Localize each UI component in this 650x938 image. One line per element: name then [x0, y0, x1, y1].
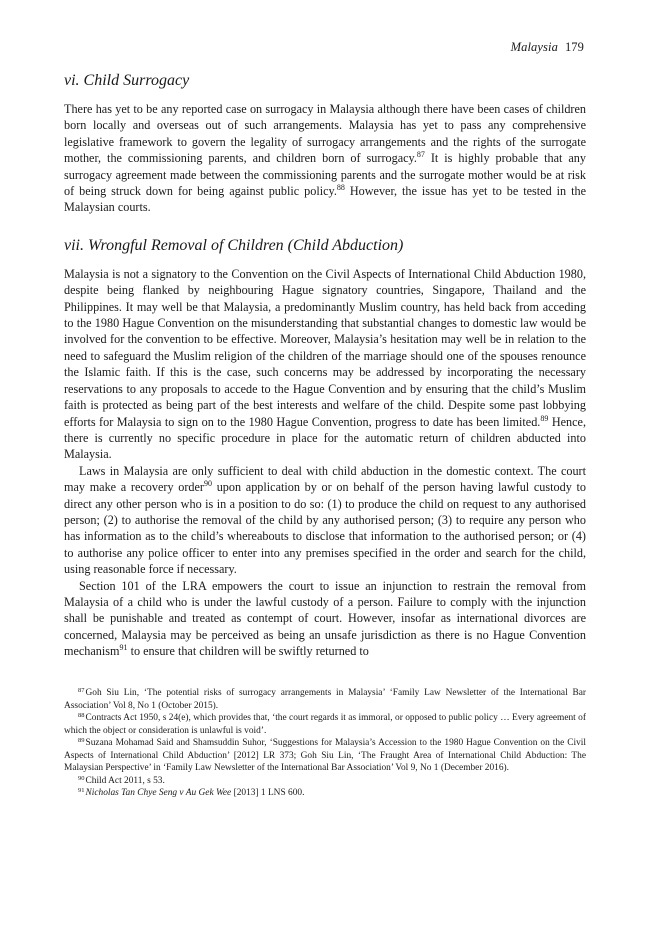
- footnote-ref-87[interactable]: 87: [416, 150, 425, 160]
- footnotes: [64, 687, 586, 800]
- footnote-90: [64, 775, 586, 788]
- paragraph-recovery-order: [64, 463, 586, 578]
- footnote-number: 88: [78, 712, 85, 719]
- footnote-88: [64, 712, 586, 737]
- footnote-text: Contracts Act 1950, s 24(e), which provides that, ‘the court regards it as immoral, or opposed to public policy … Every agreement of which the object or consideration is unlawful is void’.: [64, 713, 586, 736]
- footnote-text: [2013] 1 LNS 600.: [231, 788, 305, 798]
- paragraph-text: Hence, there is currently no specific procedure in place for the automatic return of children abducted into Malaysia.: [64, 414, 587, 462]
- footnote-text: Child Act 2011, s 53.: [85, 775, 165, 786]
- paragraph-text: However, the issue has yet to be tested in the Malaysian courts.: [64, 184, 587, 215]
- paragraph-text: Laws in Malaysia are only sufficient to deal with child abduction in the domestic context. The court may make a recovery order: [64, 463, 586, 495]
- paragraph-text: upon application by or on behalf of the person having lawful custody to direct any other person who is in a position to do so: (1) to produce the child on request to any authorised person; (2) to authorise the removal of the child by any authorised person; (3) to require any person who has information as to the child’s whereabouts to disclose that information to the authorised person; or (4) to authorise any police officer to enter into any premises specified in the order and search for the child, using reasonable force if necessary.: [64, 480, 586, 577]
- footnote-91: [64, 787, 586, 800]
- footnote-ref-91[interactable]: 91: [119, 643, 128, 653]
- main-text: [64, 70, 586, 660]
- paragraph-text: It is highly probable that any surrogacy agreement made between the commissioning parents and the surrogate mother would be at risk of being struck down for being against public policy.: [64, 151, 586, 199]
- footnote-text: Goh Siu Lin, ‘The potential risks of surrogacy arrangements in Malaysia’ ‘Family Law Newsletter of the International Bar Association’ Vol 8, No 1 (October 2015).: [64, 688, 586, 711]
- footnote-number: 89: [78, 737, 85, 744]
- case-name: Nicholas Tan Chye Seng v Au Gek Wee: [85, 788, 232, 798]
- section-heading-child-surrogacy: vi. Child Surrogacy: [64, 72, 190, 89]
- paragraph-surrogacy: [64, 101, 586, 216]
- paragraph-text: There has yet to be any reported case on surrogacy in Malaysia although there have been cases of children born locally and overseas out of such arrangements. Malaysia has yet to pass any comprehensive legislative framework to govern the legality of surrogacy arrangements and the rights of the surrogate mother, the commissioning parents, and children born of surrogacy.: [64, 102, 586, 166]
- page-number: 179: [564, 40, 584, 54]
- footnote-ref-90[interactable]: 90: [203, 479, 212, 489]
- footnote-number: 87: [78, 687, 85, 694]
- footnote-ref-88[interactable]: 88: [336, 183, 345, 193]
- footnote-87: [64, 687, 586, 712]
- footnote-89: [64, 737, 586, 775]
- footnote-number: 90: [78, 774, 85, 782]
- section-heading-child-abduction: vii. Wrongful Removal of Children (Child Abduction): [64, 236, 404, 254]
- paragraph-text: Section 101 of the LRA empowers the court to issue an injunction to restrain the removal from Malaysia of a child who is under the lawful custody of a person. Failure to comply with the injunction shall be punishable and treated as contempt of court. However, insofar as international divorces are concerned, Malaysia may be perceived as being an unsafe jurisdiction as there is no Hague Convention mechanism: [64, 578, 586, 659]
- paragraph-text: to ensure that children will be swiftly returned to: [127, 644, 369, 659]
- paragraph-text: Malaysia is not a signatory to the Convention on the Civil Aspects of International Child Abduction 1980, despite being flanked by neighbouring Hague signatory countries, Singapore, Thailand and the Philippines. It may well be that Malaysia, a predominantly Muslim country, has held back from acceding to the 1980 Hague Convention on the misunderstanding that substantial changes to domestic law would be involved for the convention to be effective. Moreover, Malaysia’s hesitation may well be in relation to the need to safeguard the Muslim religion of the children of the marriage should one of the spouses renounce the Islamic faith. If this is the case, such concerns may be addressed by incorporating the necessary reservations to any proposals to accede to the Hague Convention and by ensuring that the child’s Muslim faith is protected as being part of the best interests and welfare of the child. Despite some past lobbying efforts for Malaysia to sign on to the 1980 Hague Convention, progress to date has been limited.: [64, 266, 586, 429]
- footnote-text: Suzana Mohamad Said and Shamsuddin Suhor, ‘Suggestions for Malaysia’s Accession to the 1980 Hague Convention on the Civil Aspects of International Child Abduction’ [2012] LR 373; Goh Siu Lin, ‘The Fraught Area of International Child Abduction: The Malaysian Perspective’ in ‘Family Law Newsletter of the International Bar Association’ Vol 9, No 1 (December 2016).: [64, 738, 586, 773]
- running-title: Malaysia: [510, 40, 558, 54]
- running-head: [511, 40, 584, 55]
- paragraph-injunction: [64, 578, 586, 660]
- footnote-number: 91: [78, 787, 85, 794]
- footnote-ref-89[interactable]: 89: [540, 413, 549, 423]
- paragraph-hague-convention: [64, 266, 586, 463]
